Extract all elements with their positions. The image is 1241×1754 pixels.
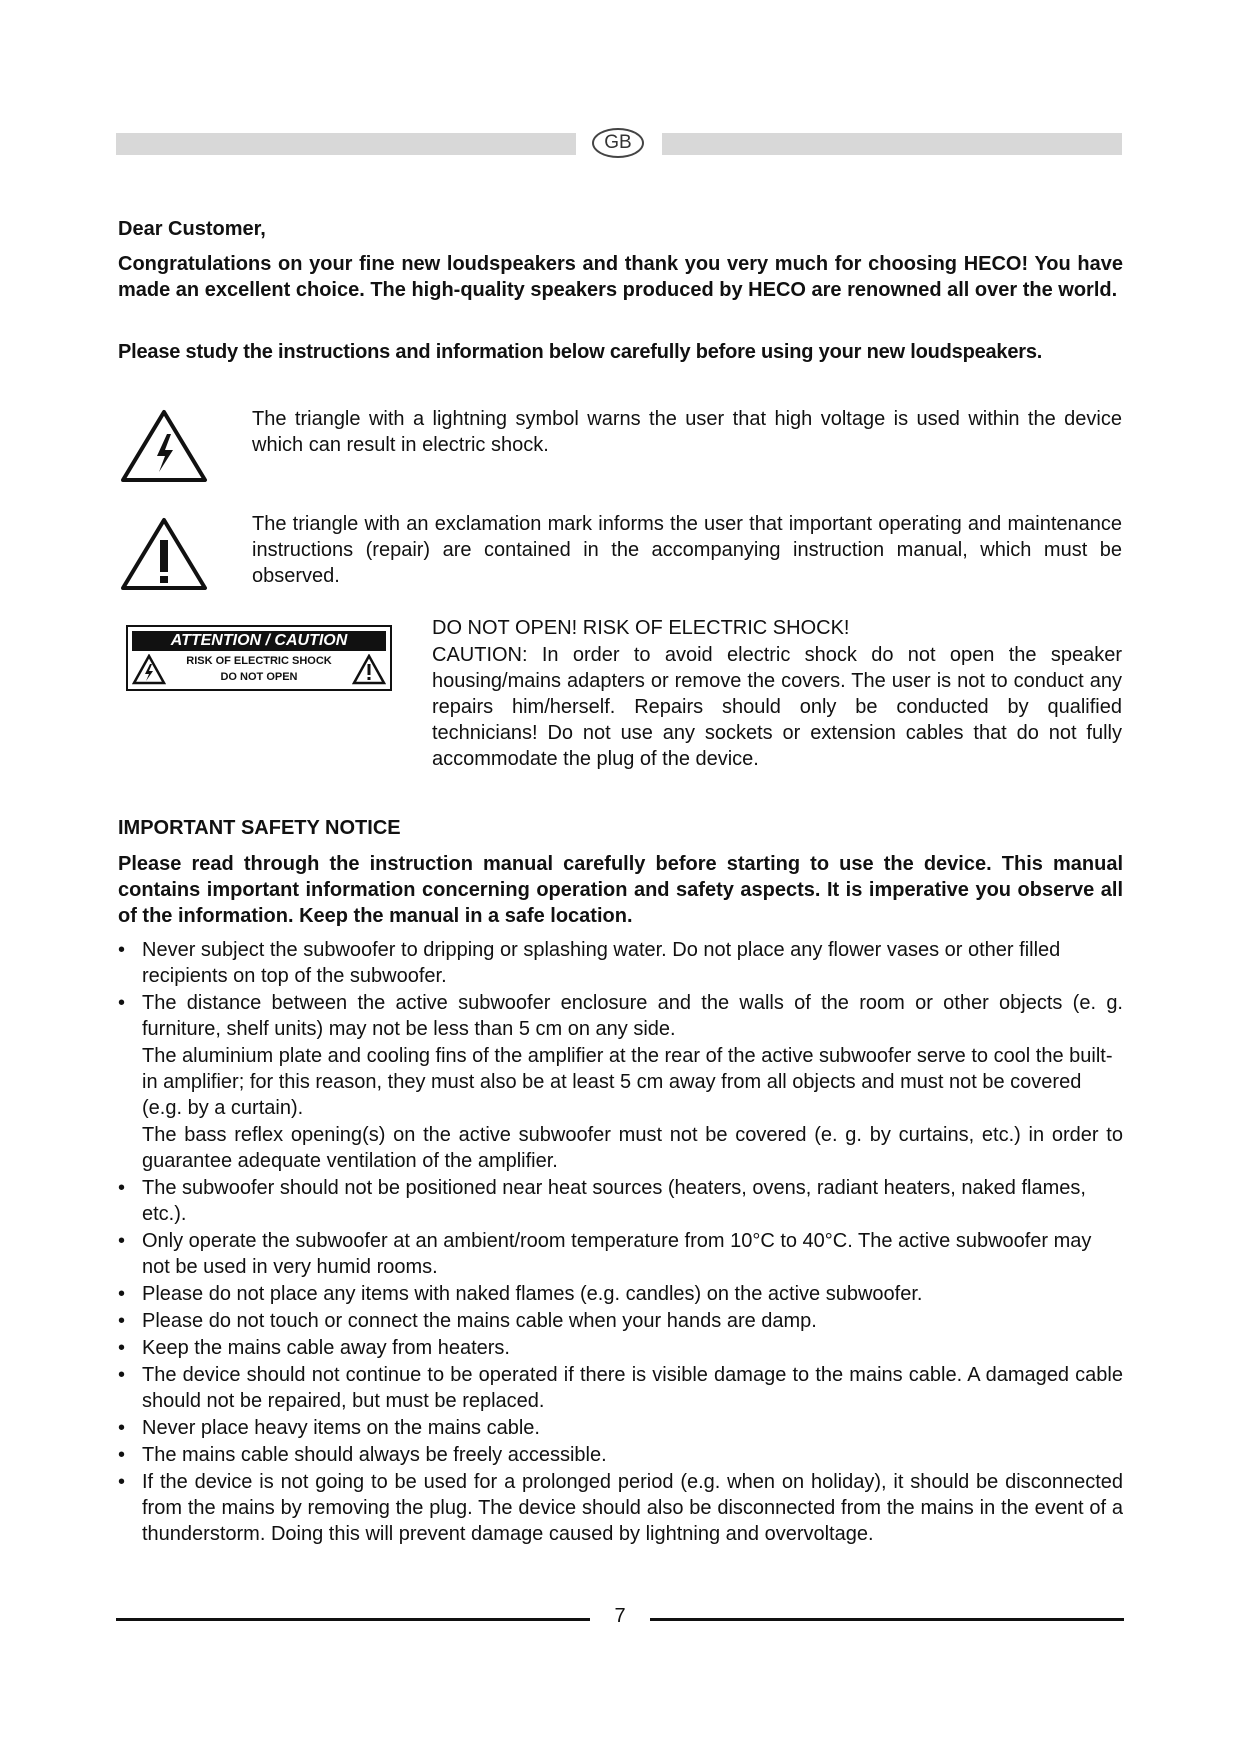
caution-label xyxy=(126,625,392,691)
safety-item xyxy=(118,1175,1123,1227)
safety-item-text: Never place heavy items on the mains cable. xyxy=(142,1417,540,1439)
bullet: • xyxy=(118,1337,126,1359)
lightning-symbol-text: The triangle with a lightning symbol warns the user that high voltage is used within the device which can result in electric shock. xyxy=(252,408,1122,456)
safety-item xyxy=(118,1228,1123,1280)
bullet: • xyxy=(118,1310,126,1332)
bullet: • xyxy=(118,1417,126,1439)
safety-item xyxy=(118,1043,1123,1121)
safety-heading: IMPORTANT SAFETY NOTICE xyxy=(118,817,401,839)
caution-body: CAUTION: In order to avoid electric shock do not open the speaker housing/mains adapters or remove the covers. The user is not to conduct any repairs him/herself. Repairs should only be conducted by qualified technicians! Do not use any sockets or extension cables that do not fully accommodate the plug of the device. xyxy=(432,644,1122,770)
safety-item-text: The mains cable should always be freely accessible. xyxy=(142,1444,607,1466)
safety-item-text: Only operate the subwoofer at an ambient/room temperature from 10°C to 40°C. The active subwoofer may not be used in very humid rooms. xyxy=(142,1230,1092,1278)
safety-item-text: The distance between the active subwoofer enclosure and the walls of the room or other objects (e. g. furniture, shelf units) may not be less than 5 cm on any side. xyxy=(142,992,1123,1040)
footer-rule-right xyxy=(650,1618,1124,1621)
greeting: Dear Customer, xyxy=(118,218,266,240)
safety-item-text: The device should not continue to be operated if there is visible damage to the mains cable. A damaged cable should not be repaired, but must be replaced. xyxy=(142,1364,1123,1412)
caution-label-line1: RISK OF ELECTRIC SHOCK xyxy=(186,655,332,667)
safety-item-text: If the device is not going to be used for a prolonged period (e.g. when on holiday), it should be disconnected from the mains by removing the plug. The device should also be disconnected from the mains in the event of a thunderstorm. Doing this will prevent damage caused by lightning and overvoltage. xyxy=(142,1471,1123,1545)
safety-item xyxy=(118,1469,1123,1547)
bullet: • xyxy=(118,1283,126,1305)
safety-item xyxy=(118,937,1123,989)
language-badge: GB xyxy=(592,128,644,158)
lightning-warning-icon xyxy=(119,408,209,484)
congratulations-paragraph: Congratulations on your fine new loudspeakers and thank you very much for choosing HECO! You have made an excellent choice. The high-quality speakers produced by HECO are renowned all over the world. xyxy=(118,253,1123,301)
caution-lightning-icon xyxy=(132,654,166,685)
safety-item xyxy=(118,1122,1123,1174)
page-number: 7 xyxy=(614,1605,626,1627)
header-rule-left xyxy=(116,133,576,155)
caution-label-line2: DO NOT OPEN xyxy=(220,671,298,683)
safety-item xyxy=(118,990,1123,1042)
caution-title: DO NOT OPEN! RISK OF ELECTRIC SHOCK! xyxy=(432,617,850,639)
header-rule-right xyxy=(662,133,1122,155)
exclamation-symbol-text: The triangle with an exclamation mark informs the user that important operating and maintenance instructions (repair) are contained in the accompanying instruction manual, which must be observed. xyxy=(252,513,1122,587)
safety-item-text: The bass reflex opening(s) on the active subwoofer must not be covered (e. g. by curtains, etc.) in order to guarantee adequate ventilation of the amplifier. xyxy=(142,1124,1123,1172)
safety-item-text: The subwoofer should not be positioned near heat sources (heaters, ovens, radiant heaters, naked flames, etc.). xyxy=(142,1177,1086,1225)
safety-item-text: Never subject the subwoofer to dripping or splashing water. Do not place any flower vases or other filled recipients on top of the subwoofer. xyxy=(142,939,1061,987)
bullet: • xyxy=(118,1177,126,1199)
bullet: • xyxy=(118,1364,126,1386)
safety-intro: Please read through the instruction manual carefully before starting to use the device. This manual contains important information concerning operation and safety aspects. It is imperative you observe all of the information. Keep the manual in a safe location. xyxy=(118,853,1123,927)
study-instructions: Please study the instructions and information below carefully before using your new loudspeakers. xyxy=(118,341,1043,363)
safety-item xyxy=(118,1281,1123,1307)
bullet: • xyxy=(118,1471,126,1493)
caution-label-heading: ATTENTION / CAUTION xyxy=(132,631,386,651)
safety-item-text: Please do not place any items with naked flames (e.g. candles) on the active subwoofer. xyxy=(142,1283,923,1305)
caution-exclamation-icon xyxy=(352,654,386,685)
safety-list xyxy=(118,937,1123,1548)
bullet: • xyxy=(118,1444,126,1466)
safety-item xyxy=(118,1308,1123,1334)
safety-item-text: The aluminium plate and cooling fins of the amplifier at the rear of the active subwoofer serve to cool the built-in amplifier; for this reason, they must also be at least 5 cm away from all objects and must not be covered (e.g. by a curtain). xyxy=(142,1045,1113,1119)
bullet: • xyxy=(118,1230,126,1252)
safety-item-text: Please do not touch or connect the mains cable when your hands are damp. xyxy=(142,1310,817,1332)
bullet: • xyxy=(118,939,126,961)
safety-item xyxy=(118,1415,1123,1441)
footer-rule-left xyxy=(116,1618,590,1621)
exclamation-warning-icon xyxy=(119,516,209,592)
safety-item xyxy=(118,1442,1123,1468)
safety-item xyxy=(118,1362,1123,1414)
bullet: • xyxy=(118,992,126,1014)
safety-item-text: Keep the mains cable away from heaters. xyxy=(142,1337,510,1359)
safety-item xyxy=(118,1335,1123,1361)
